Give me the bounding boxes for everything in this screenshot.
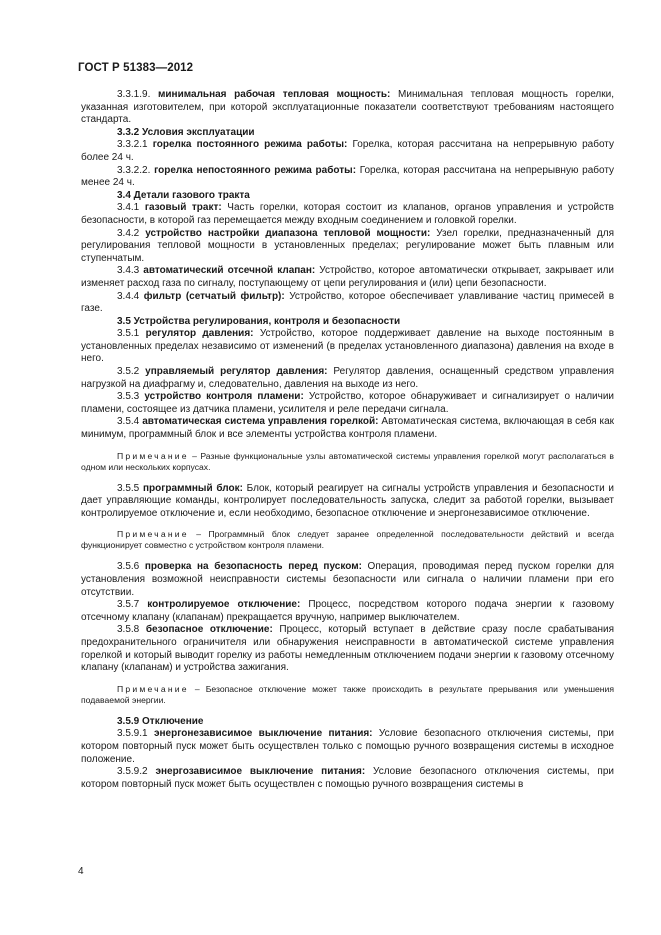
clause-term: устройство настройки диапазона тепловой мощности:: [145, 227, 431, 239]
clause-term: устройство контроля пламени:: [144, 391, 304, 403]
clause-text: Устройство, которое обнаруживает и сигнализирует о наличии пламени, состоящее из датчика пламени, усилителя и реле передачи сигнала.: [81, 391, 615, 415]
clause-number: 3.5.9.2: [117, 766, 148, 778]
clause-3-5-9-1: [81, 728, 614, 766]
clause-3-5-2: [81, 366, 614, 391]
clause-number: 3.3.2.2.: [117, 164, 151, 176]
clause-term: управляемый регулятор давления:: [145, 366, 328, 378]
clause-3-5-7: [81, 599, 614, 624]
clause-text: Процесс, который вступает в действие сразу после срабатывания предохранительного ограничителя или обнаружения неисправности в автоматической системе управления горелкой и который выводит горелку из работы немедленным отключением подачи энергии к газовому отсечному клапану (клапанам) и устройства зажигания.: [81, 624, 615, 674]
clause-term: минимальная рабочая тепловая мощность:: [158, 89, 391, 100]
clause-3-5-6: [81, 561, 614, 599]
note-label: Примечание: [117, 450, 189, 461]
clause-term: автоматический отсечной клапан:: [143, 265, 316, 277]
clause-text: Условие безопасного отключения системы, при котором повторный пуск может быть осуществлен с помощью ручного возвращения системы в: [81, 766, 614, 790]
note-3: [81, 684, 614, 706]
clause-text: Минимальная тепловая мощность горелки, указанная изготовителем, при которой эксплуатационные показатели соответствуют требованиям настоящего стандарта.: [81, 89, 614, 126]
clause-number: 3.5.6: [117, 561, 140, 573]
note-1: [81, 451, 614, 473]
note-label: Примечание: [117, 683, 189, 694]
clause-text: Регулятор давления, оснащенный средством управления нагрузкой на диафрагму и, следовательно, давления на выходе из него.: [81, 366, 614, 390]
clause-text: Автоматическая система, включающая в себя как минимум, программный блок и все элементы устройства контроля пламени.: [81, 416, 615, 441]
clause-text: Процесс, посредством которого подача энергии к газовому отсечному клапану (клапанам) прекращается вручную, например выключателем.: [81, 599, 614, 623]
section-heading-3-4: 3.4 Детали газового тракта: [117, 189, 250, 201]
clause-3-5-8: [81, 624, 614, 674]
clause-number: 3.4.1: [117, 202, 140, 214]
clause-number: 3.4.3: [117, 265, 140, 277]
clause-number: 3.5.4: [117, 416, 140, 428]
clause-number: 3.3.1.9.: [117, 89, 151, 100]
clause-term: фильтр (сетчатый фильтр):: [143, 290, 285, 302]
note-text: – Программный блок следует заранее определенной последовательности действий и всегда функционирует совместно с устройством контроля пламени.: [81, 529, 614, 551]
clause-term: регулятор давления:: [145, 328, 254, 340]
clause-text: Горелка, которая рассчитана на непрерывную работу более 24 ч.: [81, 139, 614, 163]
section-heading-3-3-2: 3.3.2 Условия эксплуатации: [117, 126, 255, 138]
clause-term: контролируемое отключение:: [147, 599, 301, 611]
clause-3-3-2-1: [81, 139, 614, 164]
section-heading-3-5: 3.5 Устройства регулирования, контроля и безопасности: [117, 315, 401, 327]
note-label: Примечание: [117, 529, 189, 540]
clause-3-5-4: [81, 416, 614, 441]
clause-term: программный блок:: [142, 482, 243, 494]
page-number: 4: [78, 866, 84, 877]
clause-3-5-3: [81, 391, 614, 416]
clause-number: 3.5.3: [117, 391, 140, 403]
clause-text: Устройство, которое поддерживает давление на выходе постоянным в установленных пределах независимо от изменений (в пределах установленного диапазона) давления на входе в него.: [81, 328, 615, 365]
clause-term: безопасное отключение:: [145, 624, 273, 636]
clause-number: 3.4.4: [117, 290, 140, 302]
clause-3-4-3: [81, 265, 614, 290]
clause-term: энергозависимое выключение питания:: [155, 766, 366, 778]
note-text: – Безопасное отключение может также происходить в результате прерывания или уменьшения подаваемой энергии.: [81, 683, 614, 705]
clause-term: автоматическая система управления горелкой:: [142, 416, 379, 428]
clause-number: 3.5.1: [117, 328, 140, 340]
document-body: [81, 89, 614, 791]
clause-3-5-9-2: [81, 766, 614, 791]
note-text: – Разные функциональные узлы автоматической системы управления горелкой могут располагаться в одном или нескольких корпусах.: [81, 450, 614, 472]
clause-number: 3.5.2: [117, 366, 140, 378]
clause-number: 3.5.5: [117, 482, 140, 494]
clause-term: энергонезависимое выключение питания:: [153, 728, 373, 740]
clause-number: 3.4.2: [117, 227, 140, 239]
clause-3-3-2-2: [81, 165, 614, 190]
note-2: [81, 529, 614, 551]
clause-text: Условие безопасного отключения системы, при котором повторный пуск может быть осуществлен только с помощью ручного возвращения системы в исходное положение.: [81, 728, 614, 765]
clause-text: Устройство, которое автоматически открывает, закрывает или изменяет расход газа по сигналу, поступающему от цепи регулирования и (или) цепи безопасности.: [81, 265, 614, 289]
clause-3-5-1: [81, 328, 614, 366]
clause-3-3-1-9: [81, 89, 614, 127]
clause-3-4-2: [81, 228, 614, 266]
clause-3-4-1: [81, 202, 614, 227]
clause-text: Часть горелки, которая состоит из клапанов, органов управления и устройств безопасности, в которой газ перемещается между входным соединением и головкой горелки.: [81, 202, 614, 226]
clause-number: 3.5.8: [117, 624, 140, 636]
clause-text: Блок, который реагирует на сигналы устройств управления и безопасности и дает управляющие команды, контролирует последовательность запуска, следит за работой горелки, вызывает контролируемое отключение и, если необходимо, безопасное отключение и энергонезависимое отключение.: [81, 482, 615, 519]
clause-number: 3.3.2.1: [117, 139, 148, 151]
section-heading-3-5-9: 3.5.9 Отключение: [117, 715, 204, 727]
clause-3-5-5: [81, 483, 614, 521]
clause-text: Устройство, которое обеспечивает улавливание частиц примесей в газе.: [81, 290, 615, 315]
clause-number: 3.5.9.1: [117, 728, 148, 740]
clause-term: горелка непостоянного режима работы:: [154, 164, 357, 176]
clause-3-4-4: [81, 291, 614, 316]
clause-text: Горелка, которая рассчитана на непрерывную работу менее 24 ч.: [81, 164, 615, 189]
clause-text: Узел горелки, предназначенный для регулирования тепловой мощности в установленных пределах; регулирование может быть плавным или ступенчатым.: [81, 227, 614, 264]
clause-number: 3.5.7: [117, 599, 140, 611]
clause-term: горелка постоянного режима работы:: [152, 139, 348, 151]
clause-term: проверка на безопасность перед пуском:: [144, 561, 362, 573]
standard-header: ГОСТ Р 51383—2012: [78, 62, 194, 74]
clause-term: газовый тракт:: [144, 202, 222, 214]
clause-text: Операция, проводимая перед пуском горелки для установления возможной неисправности системы безопасности или сигнала о наличии пламени при его отсутствии.: [81, 561, 614, 598]
